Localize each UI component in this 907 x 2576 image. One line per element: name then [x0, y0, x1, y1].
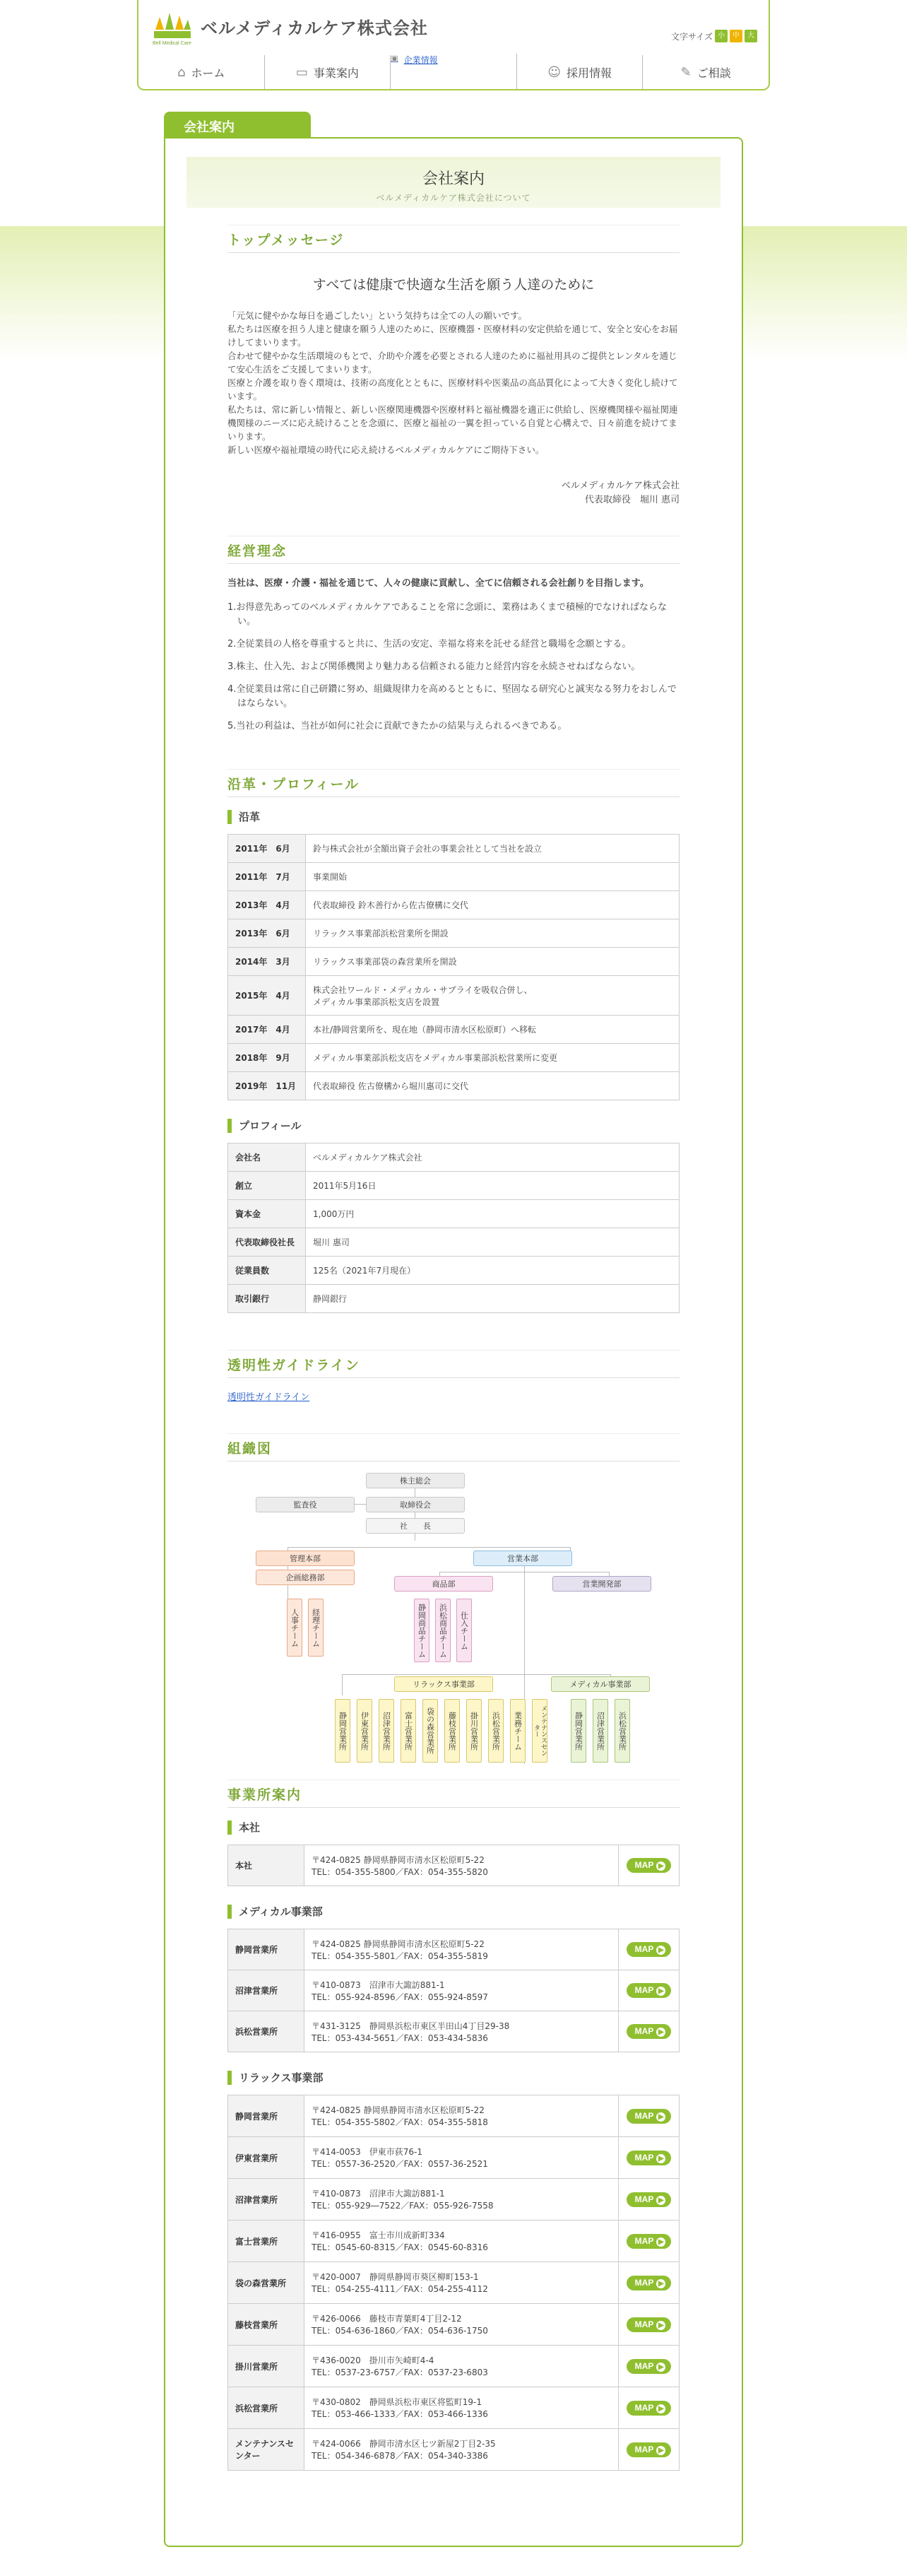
table-row — [228, 1228, 680, 1257]
org-line — [287, 1547, 570, 1548]
office-group-heading: メディカル事業部 — [227, 1905, 680, 1919]
org-president: 社 長 — [366, 1518, 465, 1534]
org-auditor: 監査役 — [256, 1497, 355, 1512]
history-text: 代表取締役 佐古僚構から堀川惠司に交代 — [306, 1072, 680, 1100]
top-message-section — [227, 225, 680, 507]
nav-consult-label: ご相談 — [696, 66, 731, 80]
table-row — [228, 1044, 680, 1072]
profile-key: 取引銀行 — [228, 1285, 306, 1313]
org-product-team: 浜松商品チーム — [435, 1599, 451, 1662]
philosophy-item: 4.全従業員は常に自己研鑽に努め、組織規律力を高めるとともに、堅固なる研究心と誠実なる努力をおしんではならない。 — [227, 684, 677, 709]
office-name: 富士営業所 — [228, 2221, 304, 2262]
office-tel: TEL：054-355-5801／FAX：054-355-5819 — [312, 1951, 488, 1961]
map-cell — [619, 1929, 680, 1970]
font-size-medium-button[interactable]: 中 — [730, 30, 742, 42]
office-name: 本社 — [228, 1845, 304, 1886]
office-name: 藤枝営業所 — [228, 2304, 304, 2346]
profile-value: 静岡銀行 — [306, 1285, 680, 1313]
profile-key: 代表取締役社長 — [228, 1228, 306, 1257]
office-addr: 〒410-0873 沼津市大諏訪881-1 — [312, 2189, 445, 2199]
table-row — [228, 948, 680, 976]
nav-recruit[interactable] — [517, 55, 644, 89]
office-addr: 〒410-0873 沼津市大諏訪881-1 — [312, 1980, 445, 1990]
office-addr: 〒426-0066 藤枝市青葉町4丁目2-12 — [312, 2314, 462, 2324]
map-cell — [619, 2095, 680, 2137]
nav-business-label: 事業案内 — [313, 66, 359, 80]
org-admin-team: 人事チーム — [287, 1599, 302, 1657]
office-table — [227, 1845, 680, 1886]
map-cell — [619, 1845, 680, 1886]
table-row — [228, 891, 680, 919]
office-addr: 〒424-0825 静岡県静岡市清水区松原町5-22 — [312, 1854, 485, 1865]
office-tel: TEL：053-466-1333／FAX：053-466-1336 — [312, 2409, 488, 2419]
map-cell — [619, 2387, 680, 2429]
message-line: 医療と介護を取り巻く環境は、技術の高度化とともに、医療材料や医薬品の高品質化によって大きく変化し続けています。 — [227, 377, 678, 401]
map-cell — [619, 2011, 680, 2052]
map-button[interactable] — [627, 2401, 672, 2416]
office-address — [304, 2179, 619, 2221]
map-label: MAP — [634, 2277, 654, 2288]
office-address — [304, 1929, 619, 1970]
table-row — [228, 976, 680, 1016]
nav-recruit-label: 採用情報 — [566, 66, 612, 80]
pencil-icon: ✎ — [680, 64, 692, 80]
arrow-right-icon: ▶ — [656, 2279, 665, 2288]
org-section — [227, 1433, 680, 1462]
org-medical-office: 静岡営業所 — [571, 1699, 586, 1763]
office-tel: TEL：054-255-4111／FAX：054-255-4112 — [312, 2284, 488, 2294]
company-name: ベルメディカルケア株式会社 — [201, 18, 428, 38]
history-text: リラックス事業部浜松営業所を開設 — [306, 919, 680, 948]
map-button[interactable] — [627, 1983, 672, 1998]
philosophy-item: 2.全従業員の人格を尊重すると共に、生活の安定、幸福な将来を託せる経営と職場を念願とする。 — [227, 639, 632, 649]
org-medical-division: メディカル事業部 — [551, 1676, 650, 1692]
org-relax-office: 静岡営業所 — [335, 1699, 350, 1763]
map-button[interactable] — [627, 1858, 672, 1873]
offices-section — [227, 1780, 680, 2471]
map-label: MAP — [634, 2444, 654, 2454]
office-address — [304, 2304, 619, 2346]
section-heading: トップメッセージ — [227, 225, 680, 253]
org-medical-office: 沼津営業所 — [593, 1699, 608, 1763]
office-address — [304, 2011, 619, 2052]
message-body — [227, 309, 680, 457]
philosophy-item: 3.株主、仕入先、および関係機関より魅力ある信頼される能力と経営内容を永続させねばならない。 — [227, 661, 641, 672]
table-row — [228, 2095, 680, 2137]
nav-company-info[interactable] — [391, 54, 517, 89]
org-line — [342, 1674, 610, 1675]
office-tel: TEL：055-924-8596／FAX：055-924-8597 — [312, 1992, 488, 2002]
history-text: 株式会社ワールド・メディカル・サプライを吸収合併し、 — [313, 984, 533, 995]
table-row — [228, 2304, 680, 2346]
office-addr: 〒430-0802 静岡県浜松市東区将監町19-1 — [312, 2397, 482, 2407]
philosophy-list — [227, 601, 680, 734]
org-medical-office: 浜松営業所 — [615, 1699, 630, 1763]
org-relax-office: メンテナンスセンター — [532, 1699, 547, 1763]
office-tel: TEL：0537-23-6757／FAX：0537-23-6803 — [312, 2368, 488, 2377]
map-cell — [619, 2137, 680, 2179]
org-planning: 企画総務部 — [256, 1570, 355, 1585]
arrow-right-icon: ▶ — [656, 2404, 665, 2413]
org-relax-office: 藤枝営業所 — [444, 1699, 460, 1763]
map-label: MAP — [634, 2319, 654, 2329]
section-heading: 透明性ガイドライン — [227, 1350, 680, 1378]
office-tel: TEL：054-346-6878／FAX：054-340-3386 — [312, 2451, 488, 2461]
history-table — [227, 834, 680, 1100]
font-size-label: 文字サイズ — [670, 31, 713, 42]
map-label: MAP — [634, 1860, 654, 1870]
office-tel: TEL：054-636-1860／FAX：054-636-1750 — [312, 2326, 488, 2336]
history-date: 2013年 6月 — [228, 919, 306, 948]
office-addr: 〒416-0955 富士市川成新町334 — [312, 2230, 445, 2240]
org-admin-team: 経理チーム — [308, 1599, 324, 1657]
office-name: 静岡営業所 — [228, 2095, 304, 2137]
arrow-right-icon: ▶ — [656, 1987, 665, 1996]
arrow-right-icon: ▶ — [656, 1946, 665, 1955]
map-button[interactable] — [627, 2276, 672, 2290]
office-addr: 〒424-0825 静岡県静岡市清水区松原町5-22 — [312, 2105, 485, 2115]
org-chart — [227, 1466, 680, 1777]
history-date: 2011年 7月 — [228, 863, 306, 891]
office-address — [304, 1845, 619, 1886]
signature-company: ベルメディカルケア株式会社 — [561, 481, 680, 491]
section-heading: 事業所案内 — [227, 1780, 680, 1808]
office-addr: 〒414-0053 伊東市荻76-1 — [312, 2147, 423, 2157]
table-row — [228, 1257, 680, 1285]
map-button[interactable] — [627, 2442, 672, 2457]
nav-home-label: ホーム — [191, 66, 225, 80]
table-row — [228, 1285, 680, 1313]
table-row — [228, 2429, 680, 2471]
table-row — [228, 919, 680, 948]
page-subtitle: ベルメディカルケア株式会社について — [376, 193, 531, 203]
map-button[interactable] — [627, 2109, 672, 2124]
signature-name: 代表取締役 堀川 惠司 — [584, 495, 680, 505]
arrow-right-icon: ▶ — [656, 2446, 665, 2455]
font-size-small-button[interactable]: 小 — [715, 30, 728, 42]
map-label: MAP — [634, 2026, 654, 2036]
office-name: 浜松営業所 — [228, 2387, 304, 2429]
table-row — [228, 2221, 680, 2262]
history-date: 2017年 4月 — [228, 1016, 306, 1044]
org-relax-office: 富士営業所 — [401, 1699, 416, 1763]
profile-value: 2011年5月16日 — [306, 1172, 680, 1200]
message-signature — [227, 479, 680, 507]
org-line — [342, 1674, 343, 1695]
font-size-large-button[interactable]: 大 — [745, 30, 757, 42]
transparency-section — [227, 1350, 680, 1403]
map-cell — [619, 2304, 680, 2346]
org-product-team: 静岡商品チーム — [414, 1599, 429, 1662]
office-address — [304, 2429, 619, 2471]
office-table — [227, 1929, 680, 2052]
arrow-right-icon: ▶ — [656, 1862, 665, 1871]
office-addr: 〒424-0066 静岡市清水区七ツ新屋2丁目2-35 — [312, 2439, 496, 2449]
office-tel: TEL：053-434-5651／FAX：053-434-5836 — [312, 2033, 488, 2043]
message-line: 私たちは医療を担う人達と健康を願う人達のために、医療機器・医療材料の安定供給を通じて、安全と安心をお届けしてまいります。 — [227, 324, 678, 348]
map-button[interactable] — [627, 2317, 672, 2332]
office-address — [304, 2095, 619, 2137]
section-tab: 会社案内 — [164, 112, 311, 139]
org-admin-hq: 管理本部 — [256, 1551, 355, 1566]
nav-home[interactable] — [138, 55, 265, 89]
table-row — [228, 1072, 680, 1100]
history-text: メディカル事業部浜松支店を設置 — [313, 996, 440, 1007]
profile-key: 会社名 — [228, 1143, 306, 1172]
message-line: 合わせて健やかな生活環境のもとで、介助や介護を必要とされる人達のために福祉用具のご提供とレンタルを通じて安心生活をご支援してまいります。 — [227, 351, 677, 375]
message-lead: すべては健康で快適な生活を願う人達のために — [312, 277, 595, 293]
arrow-right-icon: ▶ — [656, 2112, 665, 2122]
office-address — [304, 2346, 619, 2387]
monitor-icon: ▭ — [295, 64, 308, 80]
office-name: 浜松営業所 — [228, 2011, 304, 2052]
office-address — [304, 2262, 619, 2304]
profile-key: 創立 — [228, 1172, 306, 1200]
map-button[interactable] — [627, 1942, 672, 1957]
office-name: 沼津営業所 — [228, 1970, 304, 2011]
profile-table — [227, 1143, 680, 1313]
org-bizdev: 営業開発部 — [552, 1576, 651, 1592]
page-title: 会社案内 — [422, 170, 485, 188]
philosophy-item: 5.当社の利益は、当社が如何に社会に貢献できたかの結果与えられるべきである。 — [227, 721, 567, 731]
office-addr: 〒436-0020 掛川市矢崎町4-4 — [312, 2356, 434, 2365]
font-size-switcher — [671, 30, 757, 42]
table-row — [228, 2179, 680, 2221]
nav-company-info-label: 企業情報 — [403, 55, 438, 65]
map-button[interactable] — [627, 2151, 672, 2165]
office-tel: TEL：0545-60-8315／FAX：0545-60-8316 — [312, 2242, 488, 2252]
history-date: 2013年 4月 — [228, 891, 306, 919]
table-row — [228, 2137, 680, 2179]
history-text: リラックス事業部袋の森営業所を開設 — [306, 948, 680, 976]
profile-value: ベルメディカルケア株式会社 — [306, 1143, 680, 1172]
map-cell — [619, 1970, 680, 2011]
profile-value: 1,000万円 — [306, 1200, 680, 1228]
history-subheading: 沿革 — [227, 810, 680, 824]
table-row — [228, 1143, 680, 1172]
section-heading: 組織図 — [227, 1433, 680, 1462]
philosophy-section — [227, 536, 680, 742]
office-table — [227, 2095, 680, 2471]
table-row — [228, 2011, 680, 2052]
table-row — [228, 863, 680, 891]
history-text: 本社/静岡営業所を、現在地（静岡市清水区松原町）へ移転 — [306, 1016, 680, 1044]
map-label: MAP — [634, 2152, 654, 2163]
arrow-right-icon: ▶ — [656, 2321, 665, 2330]
map-button[interactable] — [627, 2192, 672, 2207]
site-header — [137, 0, 770, 90]
arrow-right-icon: ▶ — [656, 2363, 665, 2372]
table-row — [228, 1200, 680, 1228]
profile-value: 125名（2021年7月現在） — [306, 1257, 680, 1285]
office-addr: 〒420-0007 静岡県静岡市葵区柳町153-1 — [312, 2272, 479, 2282]
map-button[interactable] — [627, 2359, 672, 2374]
transparency-link[interactable]: 透明性ガイドライン — [227, 1392, 310, 1403]
map-cell — [619, 2346, 680, 2387]
section-heading: 沿革・プロフィール — [227, 769, 680, 797]
profile-subheading: プロフィール — [227, 1119, 680, 1133]
map-label: MAP — [634, 2194, 654, 2204]
table-row — [228, 2387, 680, 2429]
map-cell — [619, 2429, 680, 2471]
profile-key: 資本金 — [228, 1200, 306, 1228]
org-relax-division: リラックス事業部 — [394, 1676, 493, 1692]
logo-subtext: Bell Medical Care — [153, 41, 191, 46]
page-title-box — [186, 157, 721, 208]
map-button[interactable] — [627, 2234, 672, 2249]
org-relax-office: 袋の森営業所 — [422, 1699, 438, 1763]
history-text: 代表取締役 鈴木善行から佐古僚構に交代 — [306, 891, 680, 919]
table-row — [228, 1172, 680, 1200]
history-date: 2011年 6月 — [228, 835, 306, 863]
office-group-heading: 本社 — [227, 1821, 680, 1835]
profile-value: 堀川 惠司 — [306, 1228, 680, 1257]
broken-image-icon: ▣ — [391, 54, 398, 63]
nav-business[interactable] — [265, 55, 391, 89]
office-name: 静岡営業所 — [228, 1929, 304, 1970]
table-row — [228, 1845, 680, 1886]
history-text: 事業開始 — [306, 863, 680, 891]
message-line: 新しい医療や福祉環境の時代に応え続けるベルメディカルケアにご期待下さい。 — [227, 445, 545, 455]
office-name: 掛川営業所 — [228, 2346, 304, 2387]
org-sales-hq: 営業本部 — [473, 1551, 572, 1566]
org-products: 商品部 — [394, 1576, 493, 1592]
office-tel: TEL：0557-36-2520／FAX：0557-36-2521 — [312, 2159, 488, 2169]
philosophy-lead: 当社は、医療・介護・福祉を通じて、人々の健康に貢献し、全てに信頼される会社創りを目指します。 — [227, 578, 649, 589]
map-label: MAP — [634, 1944, 654, 1954]
history-date: 2014年 3月 — [228, 948, 306, 976]
arrow-right-icon: ▶ — [656, 2154, 665, 2163]
office-address — [304, 2387, 619, 2429]
nav-consult[interactable] — [643, 55, 769, 89]
office-group-heading: リラックス事業部 — [227, 2071, 680, 2085]
org-relax-office: 掛川営業所 — [466, 1699, 482, 1763]
org-board: 取締役会 — [366, 1497, 465, 1512]
office-address — [304, 1970, 619, 2011]
profile-key: 従業員数 — [228, 1257, 306, 1285]
arrow-right-icon: ▶ — [656, 2237, 665, 2247]
home-icon: ⌂ — [177, 64, 186, 80]
office-tel: TEL：054-355-5802／FAX：054-355-5818 — [312, 2117, 488, 2127]
office-name: 袋の森営業所 — [228, 2262, 304, 2304]
profile-section — [227, 769, 680, 1313]
history-date: 2018年 9月 — [228, 1044, 306, 1072]
history-text: メディカル事業部浜松支店をメディカル事業部浜松営業所に変更 — [306, 1044, 680, 1072]
map-label: MAP — [634, 2110, 654, 2121]
history-date: 2015年 4月 — [228, 976, 306, 1016]
global-nav — [138, 55, 769, 89]
map-label: MAP — [634, 2360, 654, 2371]
section-heading: 経営理念 — [227, 536, 680, 564]
message-line: 「元気に健やかな毎日を過ごしたい」という気持ちは全ての人の願いです。 — [227, 310, 528, 321]
table-row — [228, 2346, 680, 2387]
table-row — [228, 1970, 680, 2011]
office-name: メンテナンスセンター — [228, 2429, 304, 2471]
office-addr: 〒424-0825 静岡県静岡市清水区松原町5-22 — [312, 1939, 485, 1949]
org-shareholders: 株主総会 — [366, 1473, 465, 1488]
org-relax-office: 沼津営業所 — [379, 1699, 394, 1763]
arrow-right-icon: ▶ — [656, 2028, 665, 2037]
org-relax-office: 伊東営業所 — [357, 1699, 372, 1763]
office-tel: TEL：055-929―7522／FAX：055-926-7558 — [312, 2201, 494, 2211]
office-tel: TEL：054-355-5800／FAX：054-355-5820 — [312, 1866, 488, 1877]
map-cell — [619, 2262, 680, 2304]
philosophy-item: 1.お得意先あってのベルメディカルケアであることを常に念頭に、業務はあくまで積極的でなければならない。 — [227, 602, 667, 627]
map-label: MAP — [634, 1985, 654, 1995]
history-text: 鈴与株式会社が全額出資子会社の事業会社として当社を設立 — [306, 835, 680, 863]
logo[interactable] — [153, 8, 428, 44]
arrow-right-icon: ▶ — [656, 2196, 665, 2205]
org-relax-office: 浜松営業所 — [488, 1699, 504, 1763]
map-label: MAP — [634, 2235, 654, 2246]
table-row — [228, 1016, 680, 1044]
map-cell — [619, 2221, 680, 2262]
map-label: MAP — [634, 2402, 654, 2413]
message-line: 私たちは、常に新しい情報と、新しい医療関連機器や医療材料と福祉機器を適正に供給し、医療機関様や福祉関連機関様のニーズに応え続けることを念頭に、医療と福祉の一翼を担っている自覚と心構えで、日々前進を続けてまいります。 — [227, 404, 678, 442]
table-row — [228, 835, 680, 863]
office-name: 伊東営業所 — [228, 2137, 304, 2179]
office-name: 沼津営業所 — [228, 2179, 304, 2221]
history-date: 2019年 11月 — [228, 1072, 306, 1100]
map-cell — [619, 2179, 680, 2221]
person-icon: ☺ — [547, 64, 561, 80]
history-text-cell — [306, 976, 680, 1016]
org-relax-office: 業務チーム — [510, 1699, 526, 1763]
office-address — [304, 2221, 619, 2262]
table-row — [228, 2262, 680, 2304]
table-row — [228, 1929, 680, 1970]
office-addr: 〒431-3125 静岡県浜松市東区半田山4丁目29-38 — [312, 2021, 510, 2031]
bells-logo-icon — [153, 8, 192, 44]
office-address — [304, 2137, 619, 2179]
map-button[interactable] — [627, 2024, 672, 2039]
org-product-team: 仕入チーム — [456, 1599, 472, 1662]
